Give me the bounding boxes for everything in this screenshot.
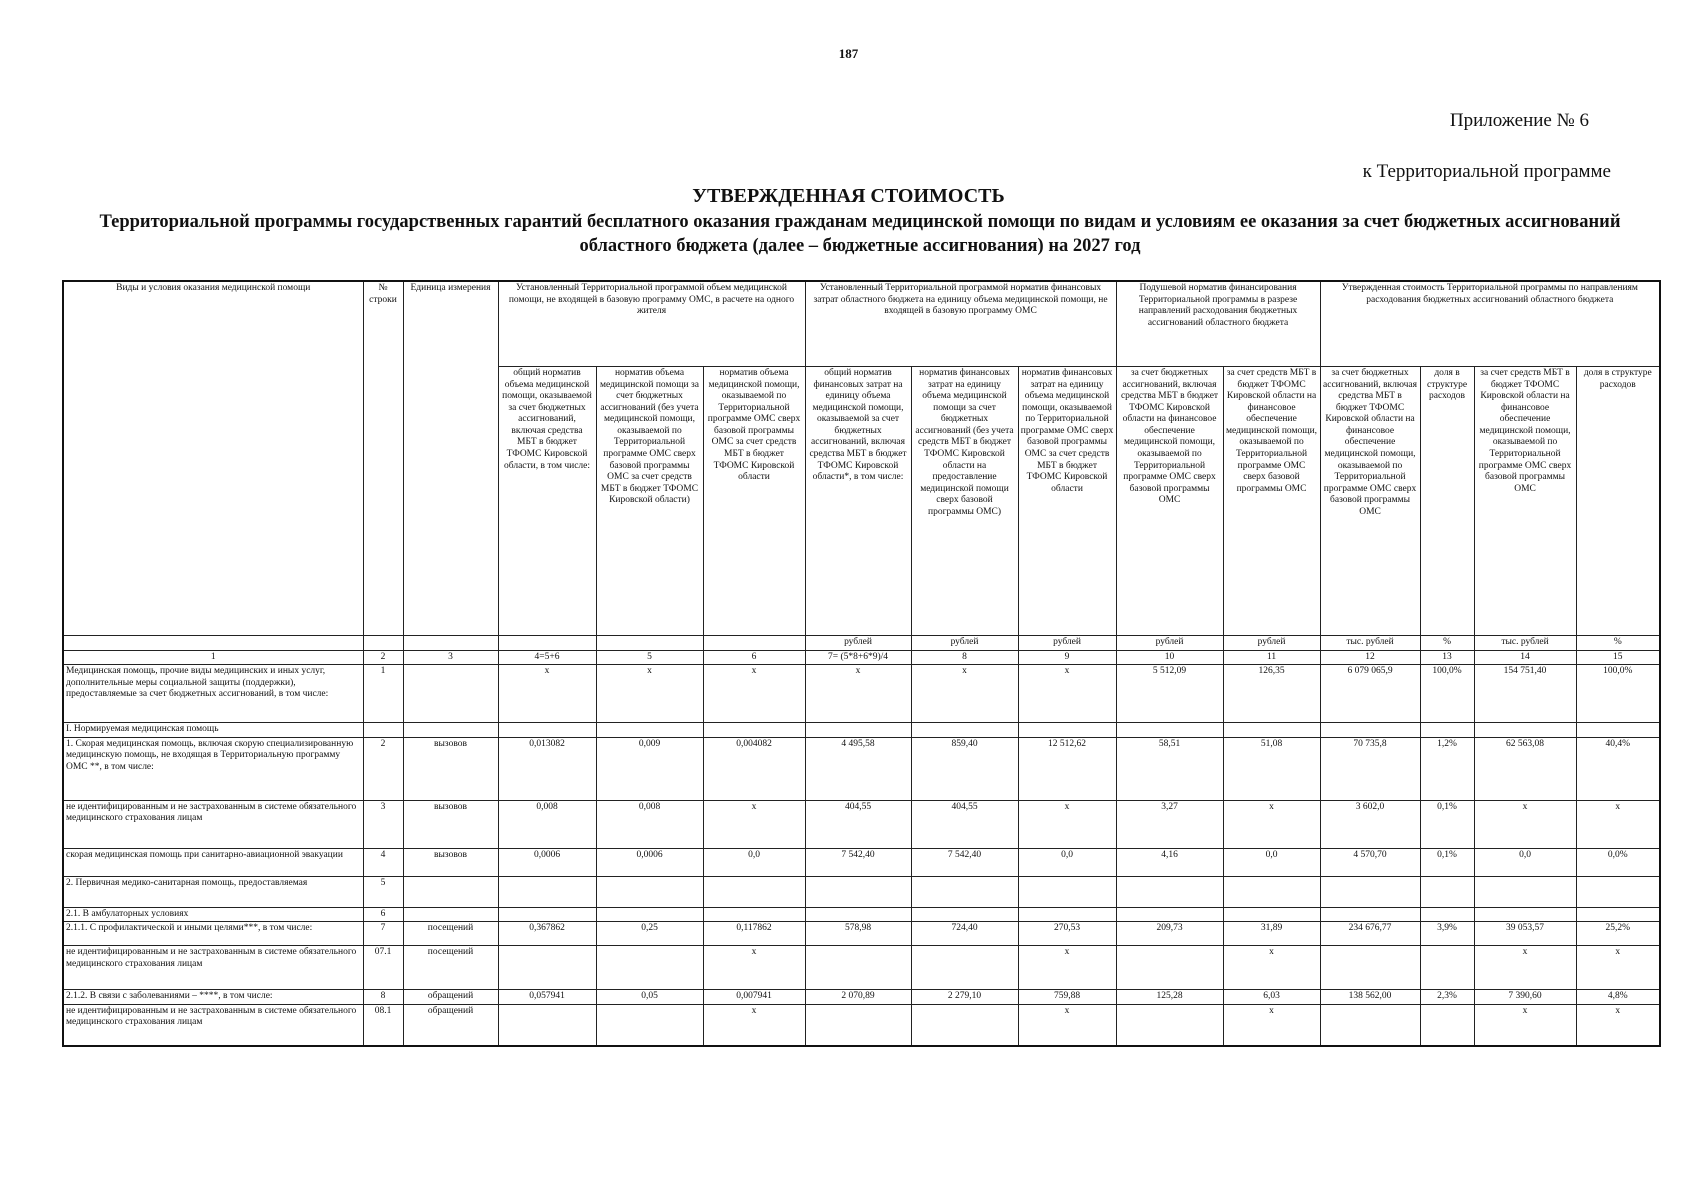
table-cell: посещений	[403, 946, 498, 990]
table-cell: х	[703, 665, 805, 723]
table-cell	[1320, 907, 1420, 922]
table-cell: 4 495,58	[805, 737, 911, 800]
table-cell: 209,73	[1116, 922, 1223, 946]
table-cell: 8	[363, 990, 403, 1005]
table-cell: 3,9%	[1420, 922, 1474, 946]
header-units-row	[63, 636, 1660, 651]
column-number: 1	[63, 650, 363, 665]
header-row-groups	[63, 281, 1660, 367]
unit-cell	[703, 636, 805, 651]
table-row	[63, 946, 1660, 990]
table-cell	[363, 723, 403, 738]
table-cell	[1576, 876, 1660, 907]
header-col-8: норматив финансовых затрат на единицу объема медицинской помощи за счет бюджетных ассигнований (без учета средств МБТ в бюджет ТФОМС Кировской области на предоставление медицинской помощи сверх базовой программы ОМС)	[911, 367, 1018, 636]
table-cell: 759,88	[1018, 990, 1116, 1005]
table-cell: 7	[363, 922, 403, 946]
header-col-14: за счет средств МБТ в бюджет ТФОМС Кировской области на финансовое обеспечение медицинской помощи, оказываемой по Территориальной программе ОМС сверх базовой программы ОМС	[1474, 367, 1576, 636]
header-group-volume: Установленный Территориальной программой объем медицинской помощи, не входящей в базовую программу ОМС, в расчете на одного жителя	[498, 281, 805, 367]
table-cell: х	[1223, 800, 1320, 848]
table-cell: 404,55	[911, 800, 1018, 848]
cost-table-container	[62, 280, 1659, 1047]
table-cell: х	[1576, 800, 1660, 848]
table-cell: 0,0006	[596, 848, 703, 876]
table-cell: 0,0006	[498, 848, 596, 876]
table-cell: 0,1%	[1420, 800, 1474, 848]
table-cell	[403, 665, 498, 723]
table-cell	[1576, 723, 1660, 738]
row-label: 2.1.2. В связи с заболеваниями – ****, в том числе:	[63, 990, 363, 1005]
unit-cell: рублей	[1018, 636, 1116, 651]
table-cell: х	[1223, 946, 1320, 990]
header-numbers-row	[63, 650, 1660, 665]
unit-cell: тыс. рублей	[1320, 636, 1420, 651]
table-cell: обращений	[403, 1004, 498, 1046]
table-cell: 4 570,70	[1320, 848, 1420, 876]
table-cell: х	[703, 946, 805, 990]
table-cell: х	[1018, 800, 1116, 848]
table-cell: 7 542,40	[805, 848, 911, 876]
table-cell: х	[1018, 946, 1116, 990]
table-cell: 404,55	[805, 800, 911, 848]
header-kinds: Виды и условия оказания медицинской помощи	[63, 281, 363, 636]
unit-cell: тыс. рублей	[1474, 636, 1576, 651]
table-cell	[1474, 876, 1576, 907]
header-col-6: норматив объема медицинской помощи, оказываемой по Территориальной программе ОМС сверх базовой программы ОМС за счет средств МБТ в бюджет ТФОМС Кировской области	[703, 367, 805, 636]
table-cell: х	[498, 665, 596, 723]
header-col-10: за счет бюджетных ассигнований, включая средства МБТ в бюджет ТФОМС Кировской области на финансовое обеспечение медицинской помощи, оказываемой по Территориальной программе ОМС сверх базовой программы ОМС	[1116, 367, 1223, 636]
header-col-12: за счет бюджетных ассигнований, включая средства МБТ в бюджет ТФОМС Кировской области на финансовое обеспечение медицинской помощи, оказываемой по Территориальной программе ОМС сверх базовой программы ОМС	[1320, 367, 1420, 636]
table-cell: 51,08	[1223, 737, 1320, 800]
table-row	[63, 876, 1660, 907]
table-cell	[1116, 876, 1223, 907]
table-cell	[1420, 1004, 1474, 1046]
table-cell	[805, 946, 911, 990]
column-number: 3	[403, 650, 498, 665]
table-cell: х	[1474, 1004, 1576, 1046]
unit-cell: рублей	[805, 636, 911, 651]
table-cell: х	[703, 1004, 805, 1046]
table-row	[63, 800, 1660, 848]
table-cell: 4,16	[1116, 848, 1223, 876]
header-group-percapita: Подушевой норматив финансирования Территориальной программы в разрезе направлений расходования бюджетных ассигнований областного бюджета	[1116, 281, 1320, 367]
appendix-reference: к Территориальной программе	[1362, 161, 1611, 182]
table-cell	[1116, 946, 1223, 990]
table-cell: х	[1576, 946, 1660, 990]
row-label: 2.1.1. С профилактической и иными целями***, в том числе:	[63, 922, 363, 946]
column-number: 9	[1018, 650, 1116, 665]
unit-cell	[403, 636, 498, 651]
header-col-11: за счет средств МБТ в бюджет ТФОМС Кировской области на финансовое обеспечение медицинской помощи, оказываемой по Территориальной программе ОМС сверх базовой программы ОМС	[1223, 367, 1320, 636]
table-cell: 0,008	[596, 800, 703, 848]
column-number: 15	[1576, 650, 1660, 665]
table-cell: х	[911, 665, 1018, 723]
table-cell: 0,057941	[498, 990, 596, 1005]
table-cell: 40,4%	[1576, 737, 1660, 800]
table-cell	[1320, 946, 1420, 990]
table-cell: 6	[363, 907, 403, 922]
table-cell: 2 279,10	[911, 990, 1018, 1005]
row-label: скорая медицинская помощь при санитарно-авиационной эвакуации	[63, 848, 363, 876]
column-number: 7= (5*8+6*9)/4	[805, 650, 911, 665]
table-cell	[805, 907, 911, 922]
table-cell	[1576, 907, 1660, 922]
unit-cell: %	[1576, 636, 1660, 651]
table-cell: 1,2%	[1420, 737, 1474, 800]
table-cell	[1420, 946, 1474, 990]
page-number: 187	[838, 46, 859, 61]
row-label: 2. Первичная медико-санитарная помощь, предоставляемая	[63, 876, 363, 907]
table-cell: х	[1018, 665, 1116, 723]
table-cell	[596, 946, 703, 990]
unit-cell: рублей	[1223, 636, 1320, 651]
table-cell	[703, 723, 805, 738]
unit-cell	[596, 636, 703, 651]
table-cell: 578,98	[805, 922, 911, 946]
table-row	[63, 990, 1660, 1005]
table-row	[63, 848, 1660, 876]
table-cell: 234 676,77	[1320, 922, 1420, 946]
table-cell: 0,367862	[498, 922, 596, 946]
table-cell: 0,0	[1018, 848, 1116, 876]
table-cell: 31,89	[1223, 922, 1320, 946]
table-cell: 0,007941	[703, 990, 805, 1005]
header-unit: Единица измерения	[403, 281, 498, 636]
table-cell: 12 512,62	[1018, 737, 1116, 800]
table-cell	[498, 946, 596, 990]
column-number: 2	[363, 650, 403, 665]
table-cell	[403, 876, 498, 907]
table-cell: 7 390,60	[1474, 990, 1576, 1005]
table-cell: х	[703, 800, 805, 848]
table-cell: 0,0	[1223, 848, 1320, 876]
header-row-no: № строки	[363, 281, 403, 636]
header-col-7: общий норматив финансовых затрат на единицу объема медицинской помощи, оказываемой за счет бюджетных ассигнований, включая средства МБТ в бюджет ТФОМС Кировской области*, в том числе:	[805, 367, 911, 636]
table-cell	[1420, 907, 1474, 922]
table-cell	[498, 876, 596, 907]
table-cell	[1223, 723, 1320, 738]
table-cell: посещений	[403, 922, 498, 946]
table-cell: 0,0%	[1576, 848, 1660, 876]
table-cell	[703, 907, 805, 922]
table-body	[63, 665, 1660, 1047]
table-cell: 39 053,57	[1474, 922, 1576, 946]
table-cell	[403, 723, 498, 738]
header-group-cost: Утвержденная стоимость Территориальной программы по направлениям расходования бюджетных ассигнований областного бюджета	[1320, 281, 1660, 367]
table-row	[63, 907, 1660, 922]
table-row	[63, 665, 1660, 723]
row-label: I. Нормируемая медицинская помощь	[63, 723, 363, 738]
table-cell	[1223, 876, 1320, 907]
table-cell: 4	[363, 848, 403, 876]
table-cell	[1116, 907, 1223, 922]
table-cell: 270,53	[1018, 922, 1116, 946]
table-cell	[498, 907, 596, 922]
table-cell	[805, 723, 911, 738]
table-cell: 859,40	[911, 737, 1018, 800]
column-number: 5	[596, 650, 703, 665]
table-cell: 3	[363, 800, 403, 848]
table-cell: х	[1576, 1004, 1660, 1046]
table-cell: 62 563,08	[1474, 737, 1576, 800]
unit-cell: рублей	[1116, 636, 1223, 651]
table-cell: 126,35	[1223, 665, 1320, 723]
table-cell: 58,51	[1116, 737, 1223, 800]
table-cell: 3 602,0	[1320, 800, 1420, 848]
table-cell: вызовов	[403, 800, 498, 848]
table-cell: х	[1474, 800, 1576, 848]
table-cell: 100,0%	[1576, 665, 1660, 723]
table-cell: 0,05	[596, 990, 703, 1005]
table-cell: 2 070,89	[805, 990, 911, 1005]
header-col-9: норматив финансовых затрат на единицу объема медицинской помощи, оказываемой по Территориальной программе ОМС сверх базовой программы ОМС за счет средств МБТ в бюджет ТФОМС Кировской области	[1018, 367, 1116, 636]
column-number: 6	[703, 650, 805, 665]
table-cell: 5 512,09	[1116, 665, 1223, 723]
table-cell: 2,3%	[1420, 990, 1474, 1005]
table-cell	[1018, 907, 1116, 922]
header-col-4: общий норматив объема медицинской помощи, оказываемой за счет бюджетных ассигнований, включая средства МБТ в бюджет ТФОМС Кировской области, в том числе:	[498, 367, 596, 636]
table-cell: 154 751,40	[1474, 665, 1576, 723]
column-number: 10	[1116, 650, 1223, 665]
table-cell	[911, 876, 1018, 907]
table-cell	[1474, 723, 1576, 738]
table-cell: 0,0	[703, 848, 805, 876]
table-cell: 08.1	[363, 1004, 403, 1046]
table-cell: 0,117862	[703, 922, 805, 946]
table-cell: 138 562,00	[1320, 990, 1420, 1005]
table-cell: 0,0	[1474, 848, 1576, 876]
table-cell	[403, 907, 498, 922]
table-cell: 70 735,8	[1320, 737, 1420, 800]
table-cell	[1223, 907, 1320, 922]
table-cell	[1018, 876, 1116, 907]
table-cell	[498, 1004, 596, 1046]
header-col-5: норматив объема медицинской помощи за счет бюджетных ассигнований (без учета медицинской помощи, оказываемой по Территориальной программе ОМС сверх базовой программы ОМС за счет средств МБТ в бюджет ТФОМС Кировской области)	[596, 367, 703, 636]
table-row	[63, 723, 1660, 738]
table-cell: 3,27	[1116, 800, 1223, 848]
document-title: УТВЕРЖДЕННАЯ СТОИМОСТЬ	[692, 185, 1005, 207]
table-cell: 0,004082	[703, 737, 805, 800]
header-group-norm-cost: Установленный Территориальной программой норматив финансовых затрат областного бюджета на единицу объема медицинской помощи, не входящей в базовую программу ОМС	[805, 281, 1116, 367]
column-number: 8	[911, 650, 1018, 665]
table-cell: 724,40	[911, 922, 1018, 946]
table-cell	[911, 946, 1018, 990]
column-number: 12	[1320, 650, 1420, 665]
header-col-13: доля в структуре расходов	[1420, 367, 1474, 636]
table-cell: вызовов	[403, 737, 498, 800]
table-cell	[1116, 1004, 1223, 1046]
table-cell: 100,0%	[1420, 665, 1474, 723]
row-label: 2.1. В амбулаторных условиях	[63, 907, 363, 922]
table-cell: х	[596, 665, 703, 723]
row-label: не идентифицированным и не застрахованным в системе обязательного медицинского страхования лицам	[63, 1004, 363, 1046]
row-label: не идентифицированным и не застрахованным в системе обязательного медицинского страхования лицам	[63, 946, 363, 990]
table-cell	[1320, 1004, 1420, 1046]
table-cell: 4,8%	[1576, 990, 1660, 1005]
table-cell	[911, 907, 1018, 922]
appendix-label: Приложение № 6	[1449, 110, 1589, 131]
unit-cell	[63, 636, 363, 651]
column-number: 11	[1223, 650, 1320, 665]
table-cell	[596, 876, 703, 907]
table-cell: х	[1474, 946, 1576, 990]
table-row	[63, 922, 1660, 946]
column-number: 14	[1474, 650, 1576, 665]
table-cell: 0,013082	[498, 737, 596, 800]
table-cell	[911, 1004, 1018, 1046]
table-cell	[805, 876, 911, 907]
table-cell: 07.1	[363, 946, 403, 990]
header-col-15: доля в структуре расходов	[1576, 367, 1660, 636]
table-cell	[596, 907, 703, 922]
table-row	[63, 1004, 1660, 1046]
unit-cell	[498, 636, 596, 651]
row-label: Медицинская помощь, прочие виды медицинских и иных услуг, дополнительные меры социальной защиты (поддержки), предоставляемые за счет бюджетных ассигнований, в том числе:	[63, 665, 363, 723]
table-cell: вызовов	[403, 848, 498, 876]
column-number: 4=5+6	[498, 650, 596, 665]
table-cell	[1420, 876, 1474, 907]
table-cell: 0,1%	[1420, 848, 1474, 876]
table-cell: 125,28	[1116, 990, 1223, 1005]
table-cell	[1474, 907, 1576, 922]
table-cell	[1116, 723, 1223, 738]
table-cell: 1	[363, 665, 403, 723]
table-cell	[911, 723, 1018, 738]
table-cell: 2	[363, 737, 403, 800]
table-cell	[498, 723, 596, 738]
table-cell	[1320, 723, 1420, 738]
table-cell	[596, 723, 703, 738]
table-cell: 7 542,40	[911, 848, 1018, 876]
table-cell: 25,2%	[1576, 922, 1660, 946]
unit-cell: рублей	[911, 636, 1018, 651]
row-label: 1. Скорая медицинская помощь, включая скорую специализированную медицинскую помощь, не входящая в Территориальную программу ОМС **, в том числе:	[63, 737, 363, 800]
table-cell	[703, 876, 805, 907]
row-label: не идентифицированным и не застрахованным в системе обязательного медицинского страхования лицам	[63, 800, 363, 848]
table-cell: 0,008	[498, 800, 596, 848]
cost-table	[62, 280, 1661, 1047]
unit-cell	[363, 636, 403, 651]
table-cell: 6 079 065,9	[1320, 665, 1420, 723]
table-cell	[1320, 876, 1420, 907]
table-cell: 6,03	[1223, 990, 1320, 1005]
table-cell: х	[1018, 1004, 1116, 1046]
unit-cell: %	[1420, 636, 1474, 651]
table-cell: 5	[363, 876, 403, 907]
table-cell: 0,25	[596, 922, 703, 946]
table-cell	[805, 1004, 911, 1046]
table-cell	[1018, 723, 1116, 738]
column-number: 13	[1420, 650, 1474, 665]
table-cell: х	[805, 665, 911, 723]
table-cell	[1420, 723, 1474, 738]
table-cell: х	[1223, 1004, 1320, 1046]
table-cell: обращений	[403, 990, 498, 1005]
table-row	[63, 737, 1660, 800]
table-cell: 0,009	[596, 737, 703, 800]
document-subtitle: Территориальной программы государственных гарантий бесплатного оказания гражданам медицинской помощи по видам и условиям ее оказания за счет бюджетных ассигнований областного бюджета (далее – бюджетные ассигнования) на 2027 год	[99, 212, 1621, 256]
table-cell	[596, 1004, 703, 1046]
